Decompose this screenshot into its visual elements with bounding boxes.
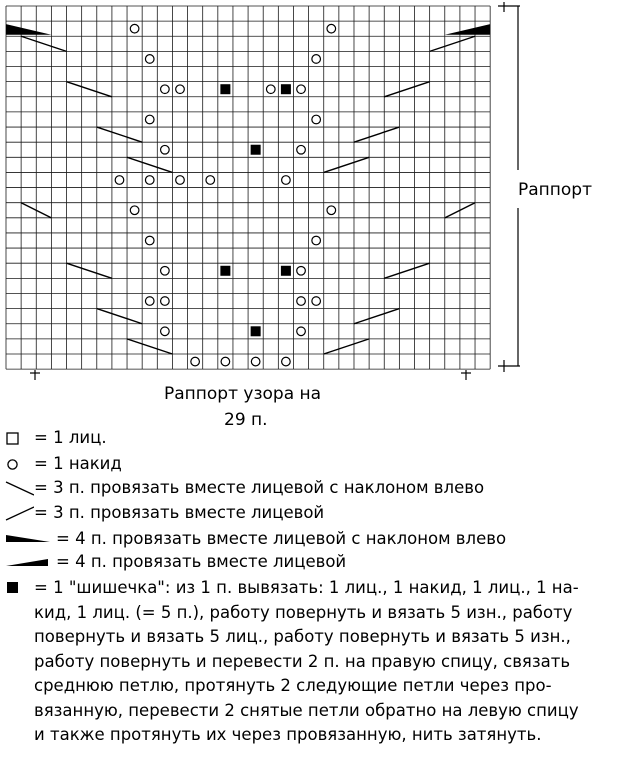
chart-grid — [6, 6, 490, 369]
legend-item-yarn-over — [0, 452, 639, 476]
bobble-symbol — [281, 84, 291, 94]
empty-square-icon — [4, 428, 34, 448]
yarn-over-symbol — [161, 297, 170, 306]
legend-item-k4tog — [0, 550, 639, 574]
filled-square-icon — [4, 578, 34, 598]
wedge-left-icon — [4, 529, 56, 549]
yarn-over-symbol — [161, 85, 170, 94]
k3tog-left-symbol — [21, 36, 66, 51]
k3tog-left-symbol — [127, 339, 172, 354]
yarn-over-symbol — [145, 236, 154, 245]
yarn-over-symbol — [191, 357, 200, 366]
legend-item-bobble — [0, 576, 639, 756]
k3tog-symbol — [354, 127, 399, 142]
k3tog-left-symbol — [67, 263, 112, 278]
pattern-width-count: 29 п. — [224, 410, 268, 430]
yarn-over-symbol — [282, 176, 291, 185]
bobble-line: повернуть и вязать 5 лиц., работу повернуть и вязать 5 изн., — [34, 627, 571, 646]
legend-item-k4tog-left — [0, 527, 639, 551]
legend-item-knit — [0, 426, 639, 450]
rapport-label: Раппорт — [518, 180, 592, 200]
legend-text: = 1 накид — [34, 454, 122, 473]
bobble-line: работу повернуть и перевести 2 п. на правую спицу, связать — [34, 651, 571, 671]
yarn-over-symbol — [251, 357, 260, 366]
yarn-over-symbol — [312, 236, 321, 245]
slash-left-icon — [4, 478, 34, 498]
yarn-over-symbol — [145, 176, 154, 185]
yarn-over-symbol — [266, 85, 275, 94]
k3tog-symbol — [430, 36, 475, 51]
bobble-line: среднюю петлю, протянуть 2 следующие петли через про- — [34, 676, 552, 695]
yarn-over-symbol — [145, 115, 154, 124]
yarn-over-symbol — [312, 297, 321, 306]
yarn-over-symbol — [161, 145, 170, 154]
yarn-over-symbol — [130, 24, 139, 33]
yarn-over-symbol — [176, 85, 185, 94]
bobble-line: кид, 1 лиц. (= 5 п.), работу повернуть и вязать 5 изн., работу — [34, 602, 573, 622]
yarn-over-symbol — [327, 206, 336, 215]
yarn-over-symbol — [282, 357, 291, 366]
k3tog-symbol — [324, 339, 369, 354]
yarn-over-symbol — [115, 176, 124, 185]
legend-item-k3tog-left — [0, 476, 639, 500]
k3tog-symbol — [384, 82, 429, 97]
bobble-symbol — [220, 84, 230, 94]
legend-item-k3tog — [0, 501, 639, 525]
bobble-line: вязанную, перевести 2 снятые петли обратно на левую спицу — [34, 700, 579, 720]
yarn-over-symbol — [145, 297, 154, 306]
yarn-over-symbol — [221, 357, 230, 366]
bobble-description — [34, 576, 579, 748]
legend-text: = 1 лиц. — [34, 428, 107, 447]
yarn-over-symbol — [130, 206, 139, 215]
legend-text: = 3 п. провязать вместе лицевой — [34, 503, 325, 522]
k3tog-left-symbol — [127, 157, 172, 172]
yarn-over-symbol — [176, 176, 185, 185]
bobble-line: и также протянуть их через провязанную, нить затянуть. — [34, 725, 542, 744]
k4tog-left-symbol — [6, 24, 51, 35]
k3tog-symbol — [354, 309, 399, 324]
bobble-symbol — [281, 266, 291, 276]
k3tog-symbol — [384, 263, 429, 278]
legend-text: = 3 п. провязать вместе лицевой с наклоном влево — [34, 478, 485, 497]
bobble-line: = 1 "шишечка": из 1 п. вывязать: 1 лиц., 1 накид, 1 лиц., 1 на- — [34, 578, 579, 597]
circle-icon — [4, 454, 34, 474]
yarn-over-symbol — [312, 115, 321, 124]
yarn-over-symbol — [161, 327, 170, 336]
bobble-symbol — [220, 266, 230, 276]
wedge-right-icon — [4, 552, 56, 572]
k3tog-left-symbol — [97, 127, 142, 142]
yarn-over-symbol — [297, 297, 306, 306]
yarn-over-symbol — [297, 266, 306, 275]
yarn-over-symbol — [297, 85, 306, 94]
repeat-brackets — [30, 2, 520, 380]
yarn-over-symbol — [206, 176, 215, 185]
pattern-width-label: Раппорт узора на — [164, 384, 322, 404]
bobble-symbol — [251, 326, 261, 336]
legend-text: = 4 п. провязать вместе лицевой с наклоном влево — [56, 529, 507, 548]
yarn-over-symbol — [297, 145, 306, 154]
yarn-over-symbol — [327, 24, 336, 33]
yarn-over-symbol — [145, 55, 154, 64]
k4tog-symbol — [445, 24, 490, 35]
k3tog-symbol — [324, 157, 369, 172]
k3tog-left-symbol — [67, 82, 112, 97]
yarn-over-symbol — [312, 55, 321, 64]
bobble-symbol — [251, 145, 261, 155]
yarn-over-symbol — [161, 266, 170, 275]
legend-text: = 4 п. провязать вместе лицевой — [56, 552, 347, 571]
slash-right-icon — [4, 503, 34, 523]
k3tog-left-symbol — [97, 309, 142, 324]
yarn-over-symbol — [297, 327, 306, 336]
